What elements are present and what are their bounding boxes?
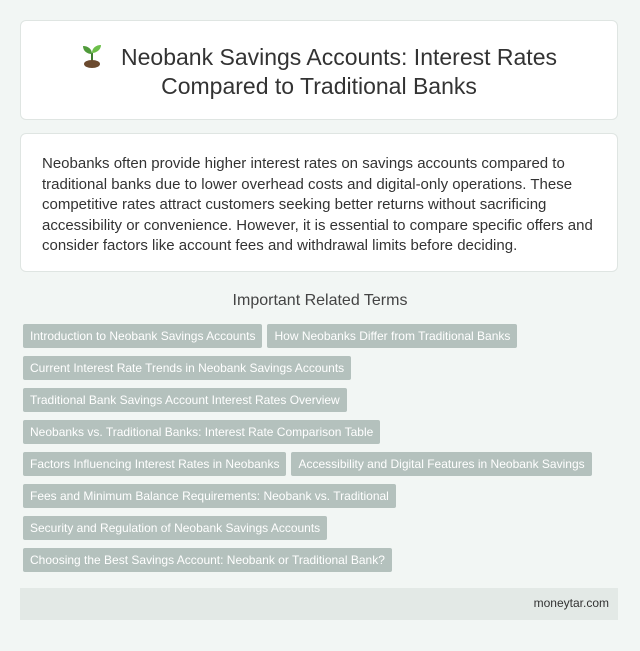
- title-card: [20, 20, 618, 120]
- footer: [20, 588, 618, 620]
- related-term-tag[interactable]: Factors Influencing Interest Rates in Neobanks: [23, 452, 286, 476]
- related-term-tag[interactable]: Accessibility and Digital Features in Neobank Savings: [291, 452, 591, 476]
- related-term-tag[interactable]: How Neobanks Differ from Traditional Banks: [267, 324, 517, 348]
- related-term-tag[interactable]: Fees and Minimum Balance Requirements: Neobank vs. Traditional: [23, 484, 396, 508]
- title-line-2: Compared to Traditional Banks: [161, 73, 477, 99]
- sprout-icon: [81, 44, 103, 68]
- related-term-tag[interactable]: Traditional Bank Savings Account Interest Rates Overview: [23, 388, 347, 412]
- related-term-tag[interactable]: Neobanks vs. Traditional Banks: Interest Rate Comparison Table: [23, 420, 380, 444]
- related-term-tag[interactable]: Current Interest Rate Trends in Neobank Savings Accounts: [23, 356, 351, 380]
- related-term-tag[interactable]: Introduction to Neobank Savings Accounts: [23, 324, 262, 348]
- title-line-1: Neobank Savings Accounts: Interest Rates: [121, 44, 557, 70]
- related-terms-list: [23, 324, 623, 580]
- related-terms-heading: Important Related Terms: [232, 292, 408, 309]
- description-text: Neobanks often provide higher interest rates on savings accounts compared to traditional banks due to lower overhead costs and digital-only operations. These competitive rates attract customers seeking better returns without sacrificing accessibility or convenience. However, it is essential to compare specific offers and consider factors like account fees and withdrawal limits before deciding.: [42, 155, 593, 254]
- related-term-tag[interactable]: Choosing the Best Savings Account: Neobank or Traditional Bank?: [23, 548, 392, 572]
- footer-site-link[interactable]: moneytar.com: [533, 596, 609, 610]
- page-title: [21, 43, 617, 101]
- description-card: [20, 133, 618, 272]
- related-term-tag[interactable]: Security and Regulation of Neobank Savings Accounts: [23, 516, 327, 540]
